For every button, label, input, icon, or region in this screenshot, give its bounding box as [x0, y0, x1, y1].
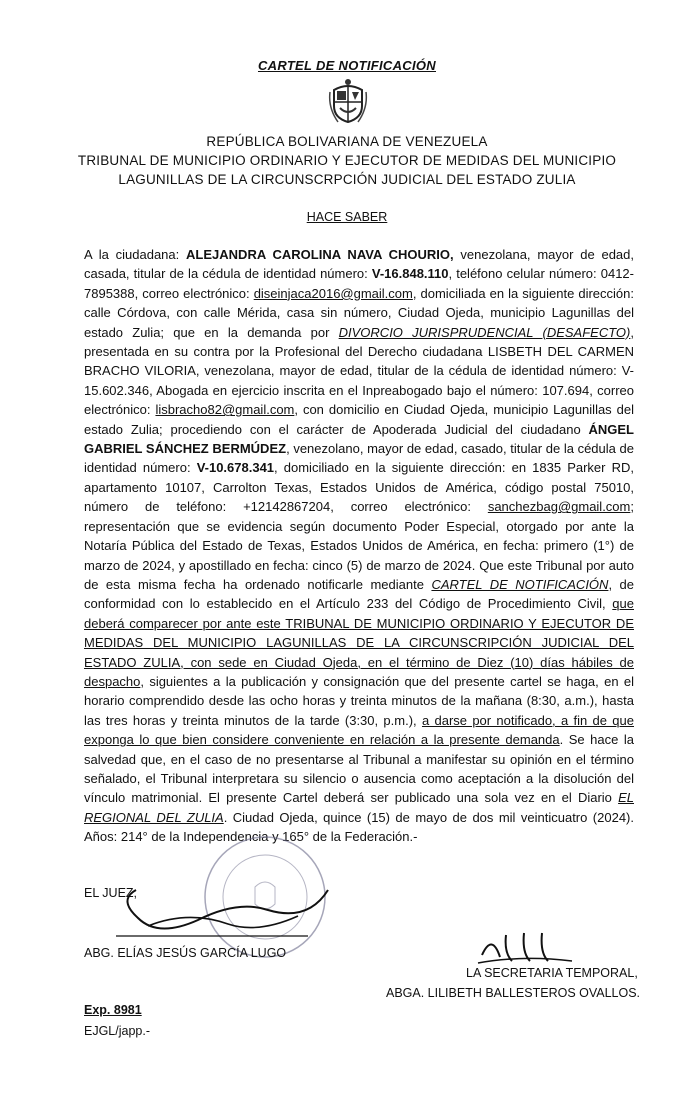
plaintiff-email-link[interactable]: sanchezbag@gmail.com — [487, 499, 631, 515]
venezuela-coat-of-arms-icon — [328, 78, 368, 126]
header-jurisdiction: LAGUNILLAS DE LA CIRCUNSCRPCIÓN JUDICIAL DEL ESTADO ZULIA — [118, 172, 576, 187]
body-text-segment: , con domicilio en Ciudad Ojeda, municipio Lagunillas del estado Zulia; procediendo con el carácter de Apoderada Judicial del ciudadano — [84, 402, 634, 437]
judge-signature — [108, 880, 338, 950]
body-text-segment: . Se hace la salvedad que, en el caso de no presentarse al Tribunal a manifestar su opinión en el término señalado, el Tribunal interpretara su silencio o ausencia como aceptación a la disolución del vínculo matrimonial. El presente Cartel deberá ser publicado una sola vez en el Diario — [84, 732, 635, 806]
case-type: DIVORCIO JURISPRUDENCIAL (DESAFECTO) — [338, 324, 631, 340]
hace-saber-heading: HACE SABER — [306, 210, 388, 224]
attorney-email-link[interactable]: lisbracho82@gmail.com — [155, 402, 295, 418]
body-text-segment: venezolana, mayor de edad, casada, titular de la cédula de identidad número: — [84, 247, 634, 282]
cartel-reference: CARTEL DE NOTIFICACIÓN — [431, 576, 609, 592]
notification-clause: a darse por notificado, a fin de que exponga lo que bien considere conveniente en relación a la presente demanda — [84, 712, 634, 748]
appearance-clause: que deberá comparecer por ante este TRIBUNAL DE MUNICIPIO ORDINARIO Y EJECUTOR DE MEDIDAS DEL MUNICIPIO LAGUNILLAS DE LA CIRCUNSCRIPCIÓN JUDICIAL DEL ESTADO ZULIA, con sede en Ciudad Ojeda, en el término de Diez (10) días hábiles de despacho — [84, 596, 634, 689]
defendant-name: ALEJANDRA CAROLINA NAVA CHOURIO, — [186, 247, 454, 262]
body-text-segment: , siguientes a la publicación y consignación que del presente cartel se haga, en el horario comprendido desde las ocho horas y treinta minutos de la mañana (8:30, a.m.), hasta las tres horas y treinta minutos de la tarde (3:30, p.m.), — [84, 673, 634, 728]
body-text-segment: , domiciliada en la siguiente dirección: calle Córdova, con calle Mérida, casa sin número, Ciudad Ojeda, municipio Lagunillas del estado Zulia; que en la demanda por — [84, 285, 634, 340]
plaintiff-id: V-10.678.341 — [196, 460, 275, 476]
plaintiff-name: ÁNGEL GABRIEL SÁNCHEZ BERMÚDEZ — [84, 421, 634, 457]
newspaper-name: EL REGIONAL DEL ZULIA — [84, 790, 634, 825]
header-republic: REPÚBLICA BOLIVARIANA DE VENEZUELA — [206, 134, 488, 149]
defendant-id: V-16.848.110 — [371, 266, 449, 282]
body-text-segment: , venezolano, mayor de edad, casado, titular de la cédula de identidad número: — [84, 441, 634, 476]
judge-name: ABG. ELÍAS JESÚS GARCÍA LUGO — [84, 946, 287, 960]
body-text-segment: A la ciudadana: — [84, 247, 187, 262]
body-text-segment: ; representación que se evidencia según documento Poder Especial, otorgado por ante la Notaría Pública del Estado de Texas, Estados Unidos de América, en fecha: primero (1°) de marzo de 2024, y apostillado en fecha: cinco (5) de marzo de 2024. Que este Tribunal por auto de esta misma fecha ha ordenado notificarle mediante — [84, 499, 634, 592]
body-text-segment: . Ciudad Ojeda, quince (15) de mayo de dos mil veinticuatro (2024). Años: 214° de la Independencia y 165° de la Federación.- — [84, 809, 634, 845]
notice-body — [84, 245, 634, 847]
judge-label: EL JUEZ; — [84, 886, 138, 900]
body-text-segment: , teléfono celular número: 0412-7895388, correo electrónico: — [84, 266, 634, 301]
secretary-signature — [472, 925, 582, 970]
body-text-segment: , domiciliado en la siguiente dirección: en 1835 Parker RD, apartamento 10107, Carrolton Texas, Estados Unidos de América, código postal 75010, número de teléfono: +12142867204, correo electrónico: — [84, 460, 634, 515]
initials: EJGL/japp.- — [84, 1024, 151, 1038]
cartel-title: CARTEL DE NOTIFICACIÓN — [257, 58, 436, 73]
secretary-title: LA SECRETARIA TEMPORAL, — [466, 966, 638, 980]
body-text-segment: , de conformidad con lo establecido en el Artículo 233 del Código de Procedimiento Civil, — [84, 576, 634, 612]
defendant-email-link[interactable]: diseinjaca2016@gmail.com — [253, 285, 413, 301]
body-text-segment: , presentada en su contra por la Profesional del Derecho ciudadana LISBETH DEL CARMEN BRACHO VILORIA, venezolana, mayor de edad, titular de la cédula de identidad número: V-15.602.346, Abogada en ejercicio inscrita en el Inpreabogado bajo el número: 107.694, correo electrónico: — [84, 324, 634, 418]
case-number: Exp. 8981 — [84, 1003, 142, 1017]
header-tribunal: TRIBUNAL DE MUNICIPIO ORDINARIO Y EJECUTOR DE MEDIDAS DEL MUNICIPIO — [77, 153, 617, 168]
secretary-name: ABGA. LILIBETH BALLESTEROS OVALLOS. — [386, 986, 641, 1000]
